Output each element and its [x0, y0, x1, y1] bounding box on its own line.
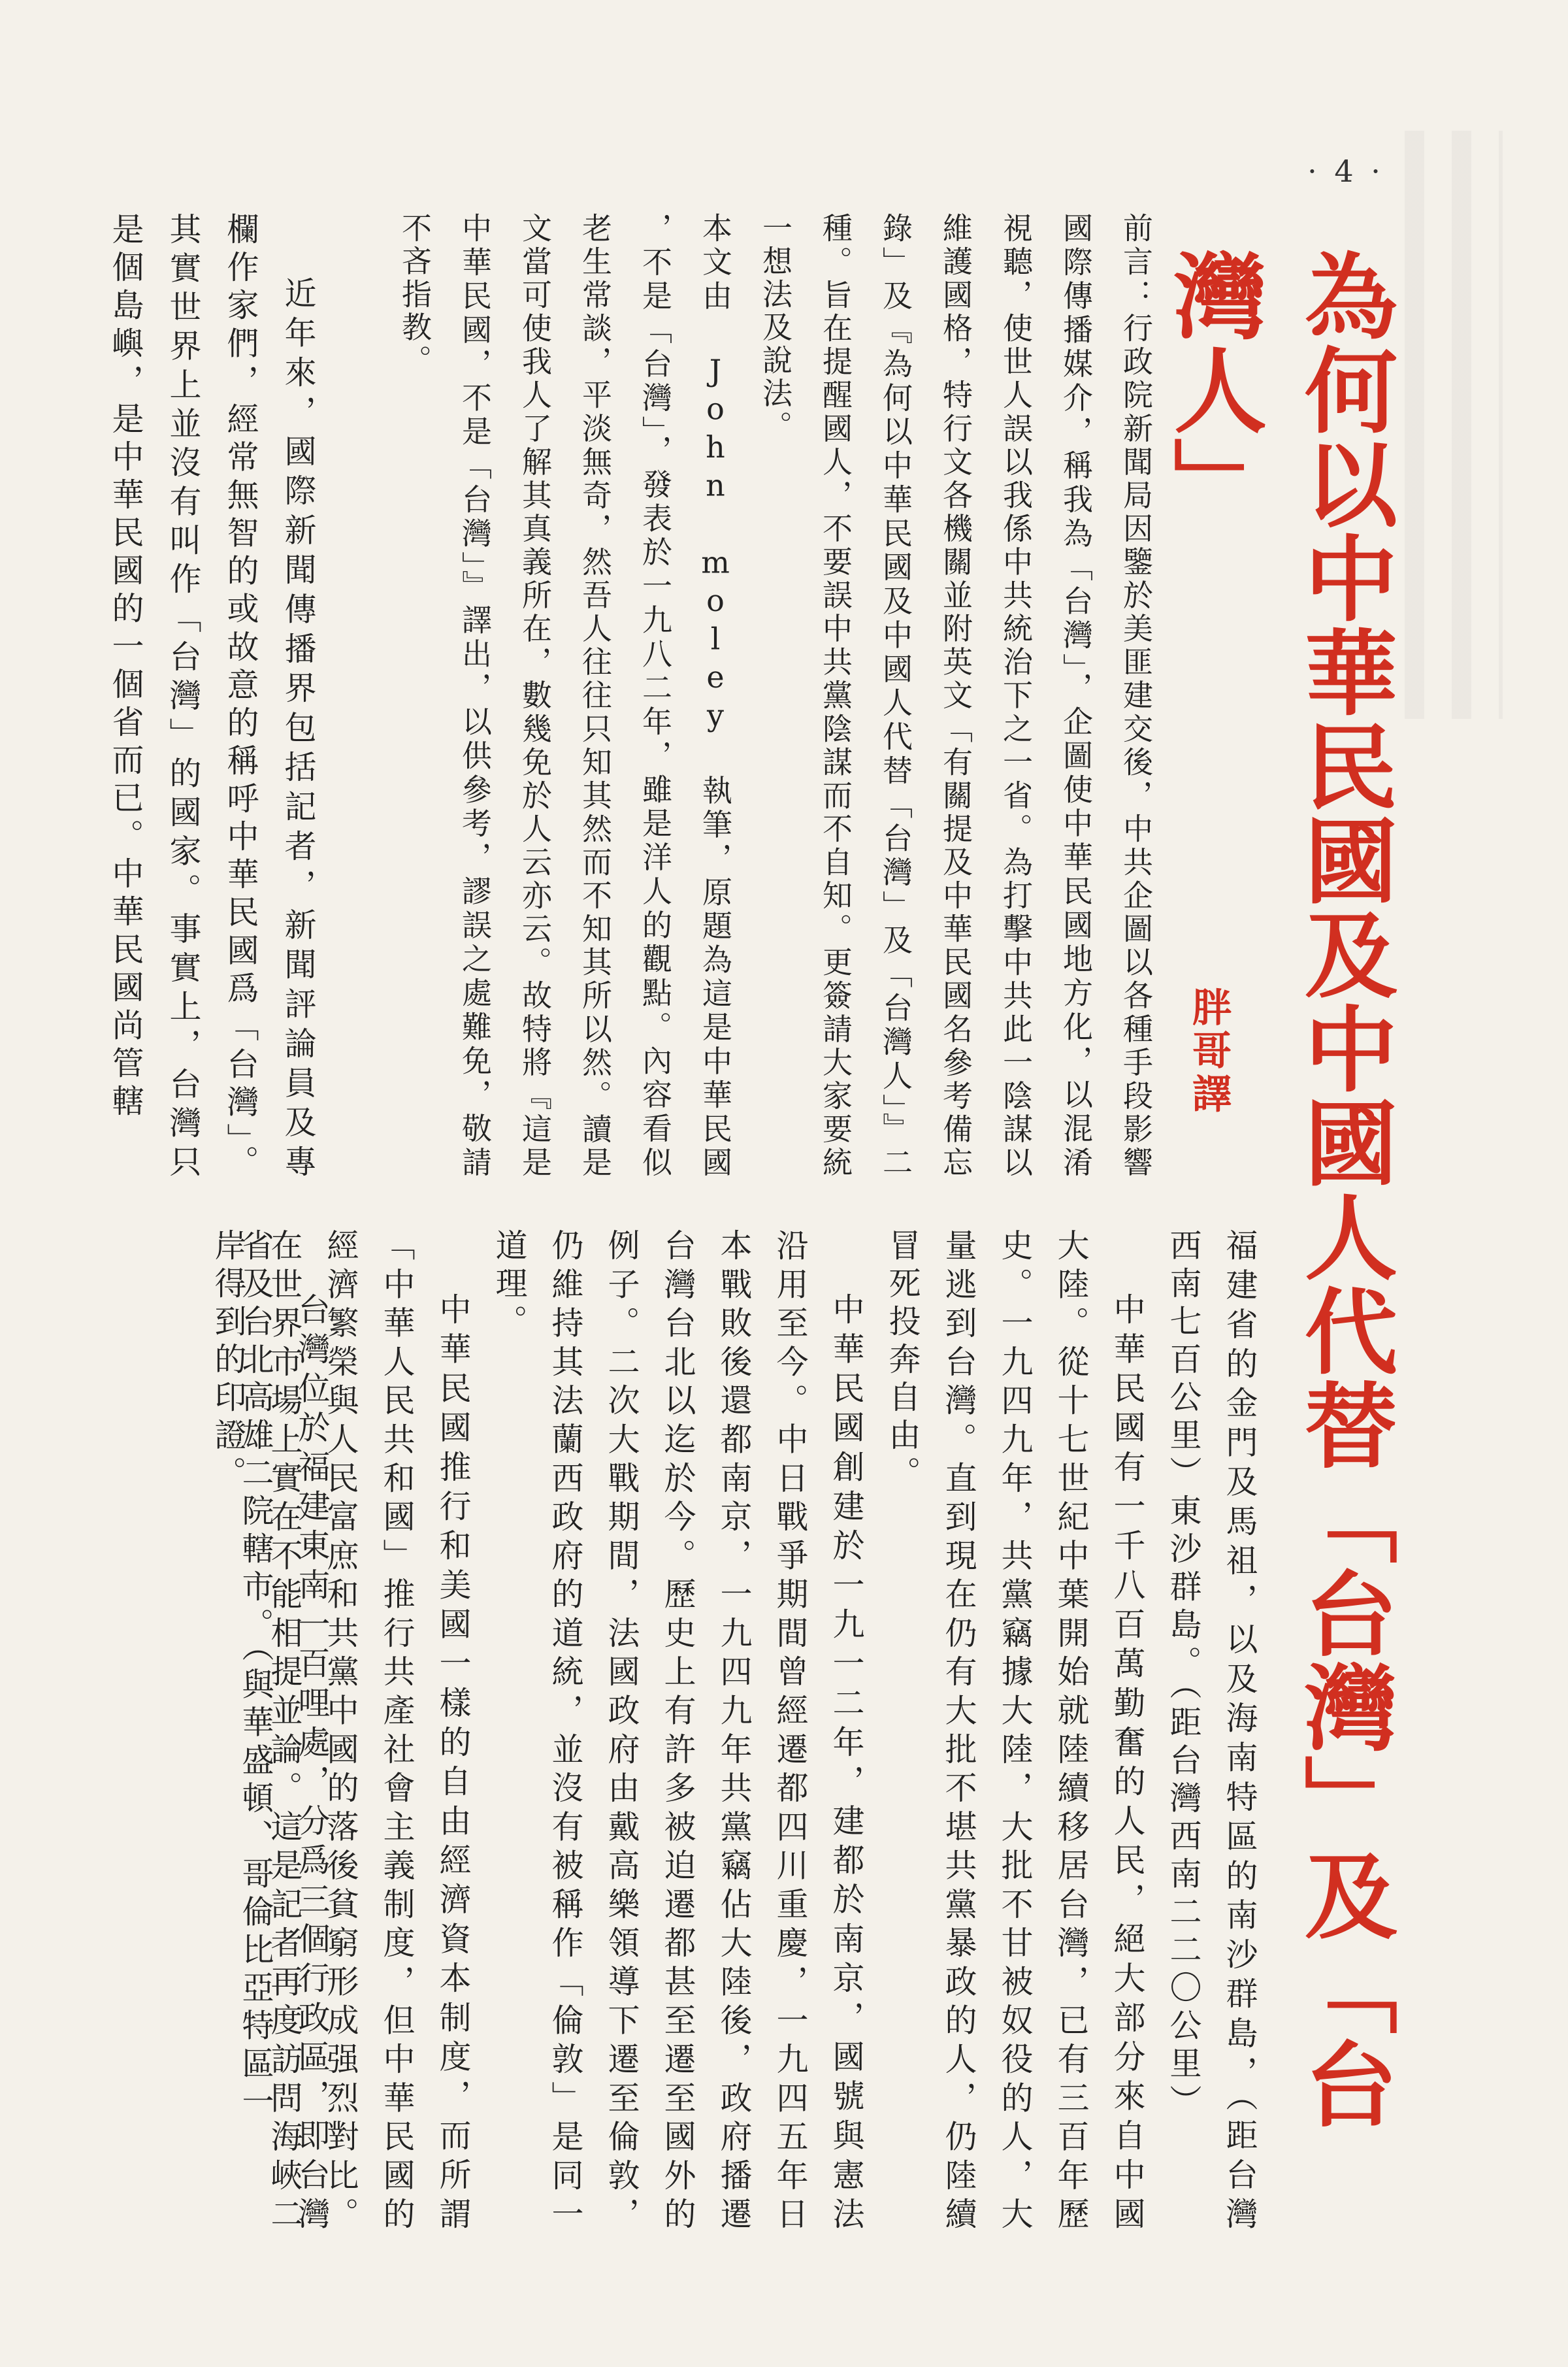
- translator-byline: 胖哥譯: [1186, 987, 1232, 1116]
- body-paragraph-continued: 福建省的金門及馬祖，以及海南特區的南沙群島，（距台灣西南七百公里）東沙群島。（距台灣西南二二〇公里）: [1165, 1229, 1258, 2235]
- preface-paragraph-1: 前言：行政院新聞局因鑒於美匪建交後，中共企圖以各種手段影響國際傳播媒介，稱我為「台灣」，企圖使中華民國地方化，以混淆視聽，使世人誤以我係中共統治下之一省。為打擊中共此一陰謀以維護國格，特行文各機關並附英文「有關提及中華民國名參考備忘錄」及『為何以中華民國及中國人代替「台灣」及「台灣人」』二種。旨在提醒國人，不要誤中共黨陰謀而不自知。更簽請大家要統一想法及說法。: [758, 212, 1154, 1180]
- preface-paragraph-2: 本文由 John moley 執筆，原題為這是中華民國，不是「台灣」，發表於一九八二年，雖是洋人的觀點。內容看似老生常談，平淡無奇，然吾人往往只知其然而不知其所以然。讀是文當可使我人了解其真義所在，數幾免於人云亦云。故特將『這是中華民國，不是「台灣」』譯出，以供參考，謬誤之處難免，敬請不吝指教。: [397, 212, 733, 1180]
- body-paragraph-history: 中華民國創建於一九一二年，建都於南京，國號與憲法沿用至今。中日戰爭期間曾經遷都四川重慶，一九四五年日本戰敗後還都南京，一九四九年共黨竊佔大陸後，政府播遷台灣台北以迄於今。歷史上有許多被迫遷都甚至遷至國外的例子。二次大戰期間，法國政府由戴高樂領導下遷至倫敦，仍維持其法蘭西政府的道統，並沒有被稱作「倫敦」是同一道理。: [491, 1229, 865, 2235]
- print-show-through: [1405, 131, 1503, 719]
- article-title: 為何以中華民國及中國人代替「台灣」及「台灣人」: [1158, 248, 1397, 2130]
- body-paragraph-economy: 中華民國推行和美國一樣的自由經濟資本制度，而所謂「中華人民共和國」推行共產社會主義制度，但中華民國的經濟繁榮與人民富庶和共黨中國的落後貧窮形成强烈對比。在世界市場上實在不能相提並論。這是記者再度訪問海峽二岸得到的印證。: [210, 1229, 472, 2235]
- body-lower-left-column: [78, 1229, 340, 2235]
- body-paragraph-population: 中華民國有一千八百萬勤奮的人民，絕大部分來自中國大陸。從十七世紀中葉開始就陸續移居台灣，已有三百年歷史。一九四九年，共黨竊據大陸，大批不甘被奴役的人，大量逃到台灣。直到現在仍有大批不堪共黨暴政的人，仍陸續冒死投奔自由。: [884, 1229, 1146, 2235]
- body-paragraph-intro: 近年來，國際新聞傳播界包括記者，新聞評論員及專欄作家們，經常無智的或故意的稱呼中華民國爲「台灣」。其實世界上並沒有叫作「台灣」的國家。事實上，台灣只是個島嶼，是中華民國的一個省而已。中華民國尚管轄: [107, 212, 317, 1183]
- page-number: · 4 ·: [1307, 154, 1384, 189]
- body-paragraph-geography: 台灣位於福建東南一百哩處，分爲三個行政區，即台灣省及台北高雄二院轄市。（與華盛頓、哥倫比亞特區一: [237, 1229, 331, 2235]
- preface: [397, 212, 1166, 1180]
- body-upper-column: [107, 212, 327, 1183]
